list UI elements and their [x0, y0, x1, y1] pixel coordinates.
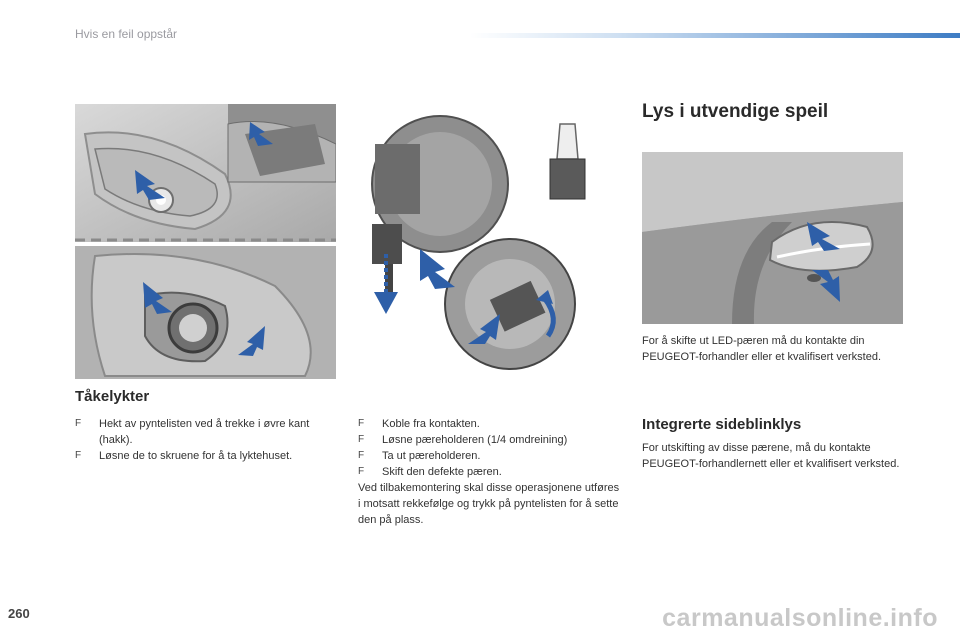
side-indicators-text: For utskifting av disse pærene, må du kontakte PEUGEOT-forhandlernett eller et kvalifisert verksted. — [642, 442, 900, 470]
bullet-mark: F — [358, 434, 365, 445]
side-indicators-title: Integrerte sideblinklys — [642, 416, 802, 433]
step-text: Koble fra kontakten. — [382, 418, 480, 430]
fog-lights-steps-right — [358, 416, 623, 480]
fog-light-housing-illustration — [75, 246, 336, 379]
list-item — [75, 416, 340, 448]
list-item — [358, 416, 623, 432]
list-item — [358, 432, 623, 448]
page-number: 260 — [8, 606, 30, 621]
bullet-mark: F — [358, 466, 365, 477]
header-accent-bar — [470, 33, 960, 38]
fog-lights-title: Tåkelykter — [75, 388, 150, 405]
list-item — [358, 464, 623, 480]
door-mirror-illustration — [642, 152, 903, 324]
step-text: Hekt av pyntelisten ved å trekke i øvre kant (hakk). — [99, 418, 310, 446]
reassembly-text: Ved tilbakemontering skal disse operasjonene utføres i motsatt rekkefølge og trykk på pyntelisten for å sette den på plass. — [358, 482, 620, 526]
mirror-lights-title: Lys i utvendige speil — [642, 101, 829, 122]
bullet-mark: F — [358, 418, 365, 429]
fog-light-bulb-removal-illustration — [350, 104, 625, 379]
mirror-lights-text: For å skifte ut LED-pæren må du kontakte din PEUGEOT-forhandler eller et kvalifisert verksted. — [642, 335, 882, 363]
fog-light-bumper-illustration — [75, 104, 336, 242]
step-text: Løsne pæreholderen (1/4 omdreining) — [382, 434, 568, 446]
list-item — [75, 448, 340, 464]
bullet-mark: F — [75, 450, 82, 461]
step-text: Skift den defekte pæren. — [382, 466, 502, 478]
page-header-title: Hvis en feil oppstår — [75, 27, 178, 41]
fog-lights-steps-left — [75, 416, 340, 464]
watermark: carmanualsonline.info — [662, 604, 938, 632]
step-text: Ta ut pæreholderen. — [382, 450, 481, 462]
step-text: Løsne de to skruene for å ta lyktehuset. — [99, 450, 293, 462]
bullet-mark: F — [358, 450, 365, 461]
bullet-mark: F — [75, 418, 82, 429]
list-item — [358, 448, 623, 464]
